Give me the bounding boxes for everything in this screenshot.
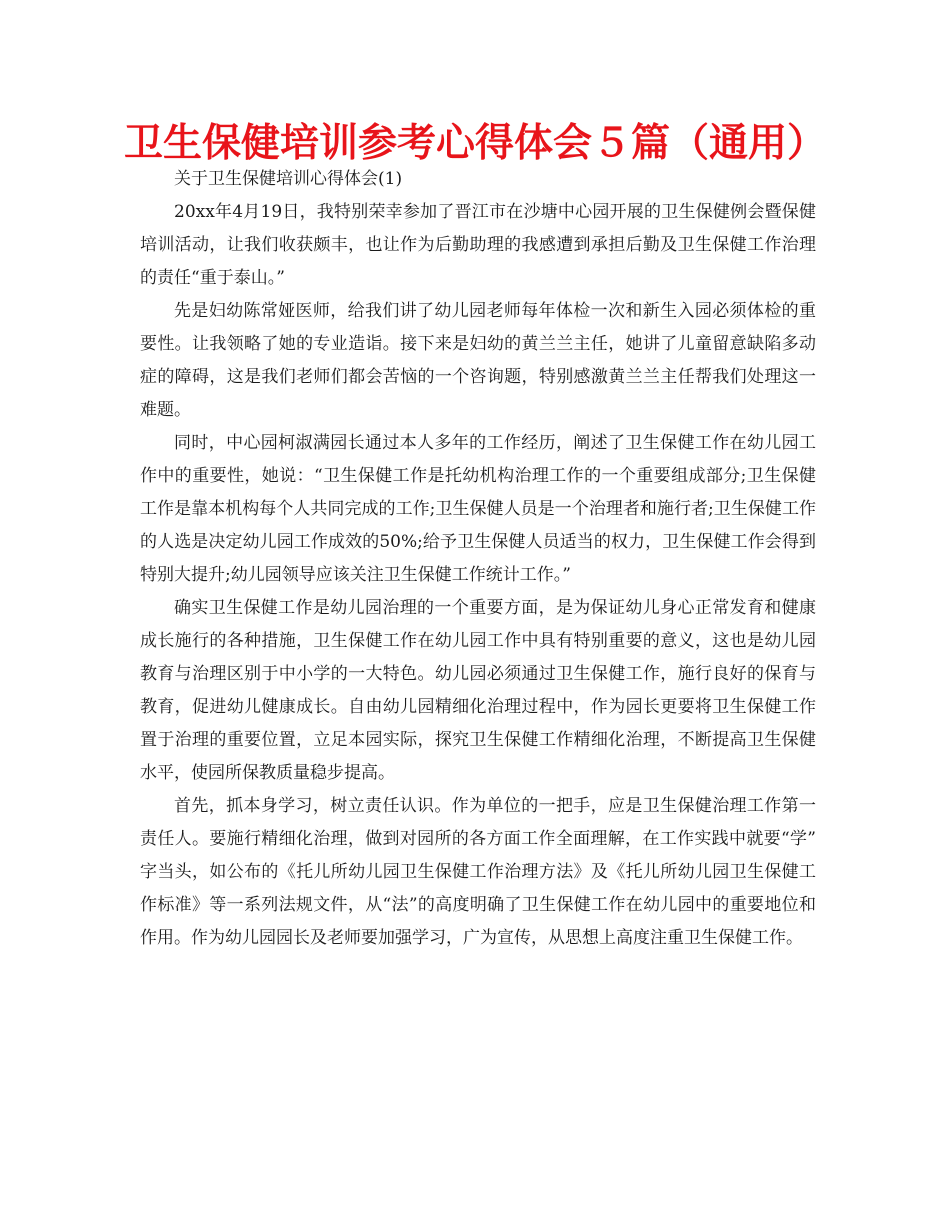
- paragraph-2: 先是妇幼陈常娅医师，给我们讲了幼儿园老师每年体检一次和新生入园必须体检的重要性。让我领略了她的专业造诣。接下来是妇幼的黄兰兰主任，她讲了儿童留意缺陷多动症的障碍，这是我们老师们都会苦恼的一个咨询题，特别感激黄兰兰主任帮我们处理这一难题。: [140, 301, 816, 420]
- section-heading: 关于卫生保健培训心得体会(1): [174, 169, 403, 189]
- document-title: 卫生保健培训参考心得体会５篇（通用）: [123, 121, 826, 166]
- paragraph-5: 首先，抓本身学习，树立责任认识。作为单位的一把手，应是卫生保健治理工作第一责任人。要施行精细化治理，做到对园所的各方面工作全面理解，在工作实践中就要“学”字当头，如公布的《托儿所幼儿园卫生保健工作治理方法》及《托儿所幼儿园卫生保健工作标准》等一系列法规文件，从“法”的高度明确了卫生保健工作在幼儿园中的重要地位和作用。作为幼儿园园长及老师要加强学习，广为宣传，从思想上高度注重卫生保健工作。: [140, 796, 816, 948]
- paragraph-1: 20xx年4月19日，我特别荣幸参加了晋江市在沙塘中心园开展的卫生保健例会暨保健培训活动，让我们收获颇丰，也让作为后勤助理的我感遭到承担后勤及卫生保健工作治理的责任“重于泰山。”: [140, 202, 816, 288]
- document-body: [140, 163, 816, 955]
- paragraph-4: 确实卫生保健工作是幼儿园治理的一个重要方面，是为保证幼儿身心正常发育和健康成长施行的各种措施，卫生保健工作在幼儿园工作中具有特别重要的意义，这也是幼儿园教育与治理区别于中小学的一大特色。幼儿园必须通过卫生保健工作，施行良好的保育与教育，促进幼儿健康成长。自由幼儿园精细化治理过程中，作为园长更要将卫生保健工作置于治理的重要位置，立足本园实际，探究卫生保健工作精细化治理，不断提高卫生保健水平，使园所保教质量稳步提高。: [140, 598, 816, 783]
- paragraph-3: 同时，中心园柯淑满园长通过本人多年的工作经历，阐述了卫生保健工作在幼儿园工作中的重要性，她说：“卫生保健工作是托幼机构治理工作的一个重要组成部分;卫生保健工作是靠本机构每个人共同完成的工作;卫生保健人员是一个治理者和施行者;卫生保健工作的人选是决定幼儿园工作成效的50%;给予卫生保健人员适当的权力，卫生保健工作会得到特别大提升;幼儿园领导应该关注卫生保健工作统计工作。”: [140, 433, 816, 585]
